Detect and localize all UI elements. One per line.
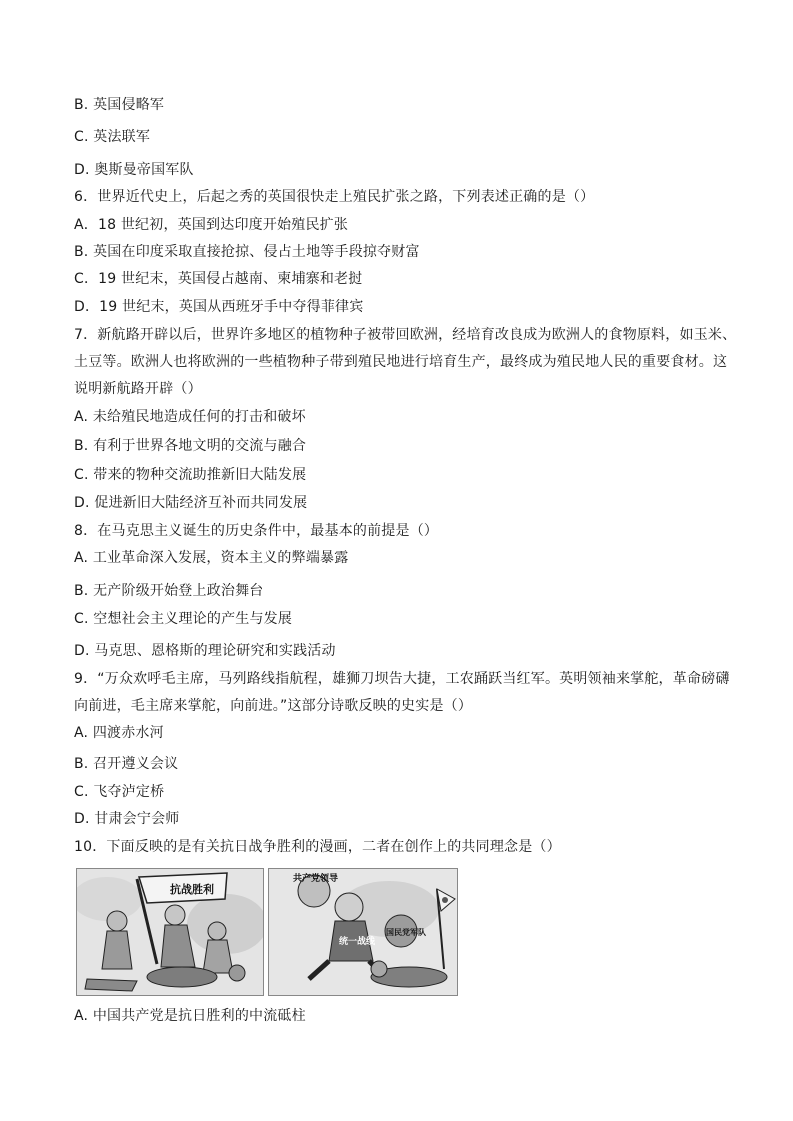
option-9d: D. 甘肃会宁会师 — [74, 811, 180, 827]
question-9-line-1: 9．“万众欢呼毛主席，马列路线指航程，雄狮刀坝告大捷，工农踊跃当红军。英明领袖来掌舵，革命磅礴 — [74, 671, 730, 687]
option-8b: B. 无产阶级开始登上政治舞台 — [74, 583, 264, 599]
option-6c: C．19 世纪末，英国侵占越南、柬埔寨和老挝 — [74, 271, 363, 287]
cartoon-bag-text: 国民党军队 — [386, 928, 426, 937]
cartoon-banner-text: 抗战胜利 — [170, 883, 214, 896]
question-7-line-3: 说明新航路开辟（） — [74, 381, 202, 397]
option-9a: A. 四渡赤水河 — [74, 725, 164, 741]
option-10a: A. 中国共产党是抗日胜利的中流砥柱 — [74, 1008, 306, 1024]
cartoon-balloon-text: 共产党领导 — [293, 874, 339, 884]
option-5d: D. 奥斯曼帝国军队 — [74, 162, 194, 178]
option-7d: D. 促进新旧大陆经济互补而共同发展 — [74, 495, 308, 511]
option-6d: D．19 世纪末，英国从西班牙手中夺得菲律宾 — [74, 299, 364, 315]
option-6b: B. 英国在印度采取直接抢掠、侵占土地等手段掠夺财富 — [74, 244, 420, 260]
option-5b: B. 英国侵略军 — [74, 97, 165, 113]
cartoon-united-front — [268, 868, 458, 996]
cartoon-victory-banner — [76, 868, 264, 996]
option-8d: D. 马克思、恩格斯的理论研究和实践活动 — [74, 643, 336, 659]
option-7b: B. 有利于世界各地文明的交流与融合 — [74, 438, 307, 454]
question-10: 10．下面反映的是有关抗日战争胜利的漫画，二者在创作上的共同理念是（） — [74, 839, 561, 855]
question-7-line-1: 7．新航路开辟以后，世界许多地区的植物种子被带回欧洲，经培育改良成为欧洲人的食物原料，如玉米、 — [74, 327, 737, 343]
cartoon-fist-text: 统一战线 — [339, 937, 376, 947]
option-8a: A. 工业革命深入发展，资本主义的弊端暴露 — [74, 550, 349, 566]
option-7a: A. 未给殖民地造成任何的打击和破坏 — [74, 409, 306, 425]
option-7c: C. 带来的物种交流助推新旧大陆发展 — [74, 467, 307, 483]
option-8c: C. 空想社会主义理论的产生与发展 — [74, 611, 293, 627]
question-6: 6．世界近代史上，后起之秀的英国很快走上殖民扩张之路，下列表述正确的是（） — [74, 189, 595, 205]
question-9-line-2: 向前进，毛主席来掌舵，向前进。”这部分诗歌反映的史实是（） — [74, 698, 473, 714]
option-9c: C. 飞夺泸定桥 — [74, 784, 165, 800]
question-7-line-2: 土豆等。欧洲人也将欧洲的一些植物种子带到殖民地进行培育生产，最终成为殖民地人民的重要食材。这 — [74, 354, 728, 370]
question-8: 8．在马克思主义诞生的历史条件中，最基本的前提是（） — [74, 523, 439, 539]
option-5c: C. 英法联军 — [74, 129, 151, 145]
option-6a: A．18 世纪初，英国到达印度开始殖民扩张 — [74, 217, 349, 233]
option-9b: B. 召开遵义会议 — [74, 756, 179, 772]
